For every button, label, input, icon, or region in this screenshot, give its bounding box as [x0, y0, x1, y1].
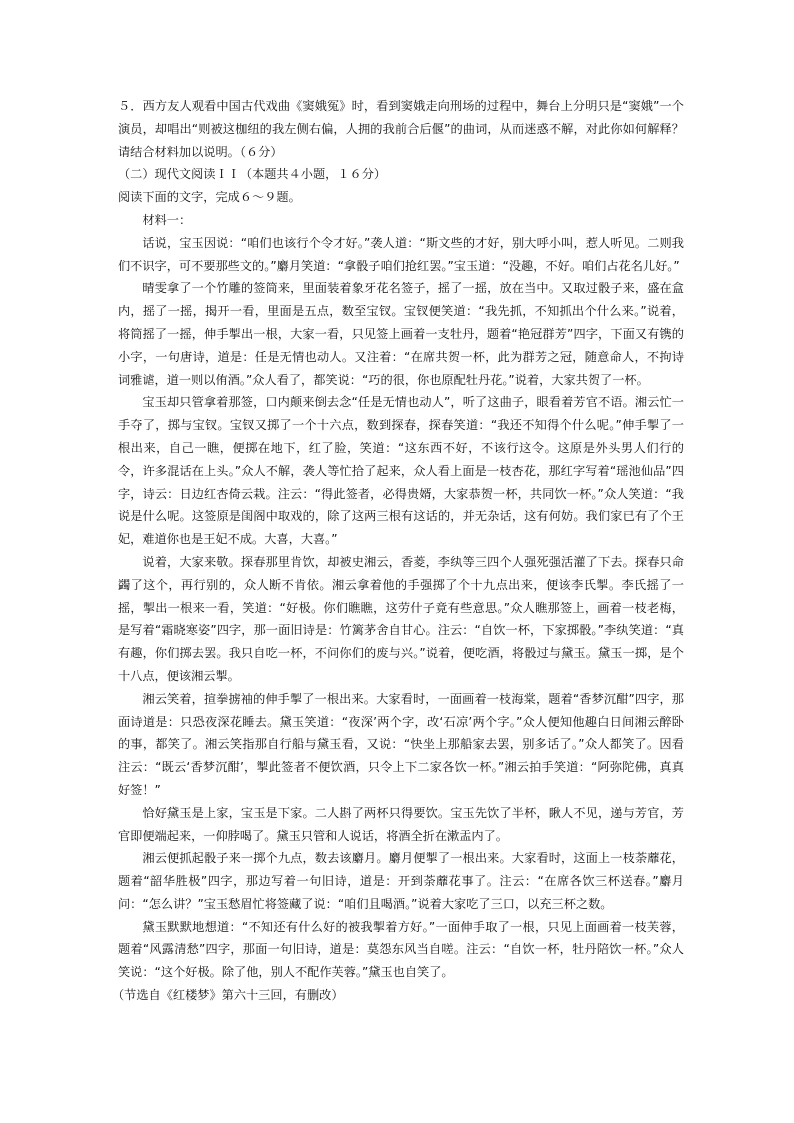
paragraph: 宝玉却只管拿着那签，口内颠来倒去念“任是无情也动人”，听了这曲子，眼看着芳官不语。湘云忙一手夺了，掷与宝钗。宝钗又掷了一个十六点，数到探春，探春笑道：“我还不知得个什么呢。”伸手掣了一根出来，自己一瞧，便掷在地下，红了脸，笑道：“这东西不好，不该行这令。这原是外头男人们行的令，许多混话在上头。”众人不解，袭人等忙拾了起来，众人看上面是一枝杏花，那红字写着“瑶池仙品”四字，诗云：日边红杏倚云栽。注云：“得此签者，必得贵婿，大家恭贺一杯，共同饮一杯。”众人笑道：“我说是什么呢。这签原是闺阁中取戏的，除了这两三根有这话的，并无杂话，这有何妨。我们家已有了个王妃，难道你也是王妃不成。大喜，大喜。”	[118, 395, 684, 547]
paragraph: 湘云笑着，揎拳掳袖的伸手掣了一根出来。大家看时，一面画着一枝海棠，题着“香梦沉酣”四字，那面诗道是：只恐夜深花睡去。黛玉笑道：“夜深’两个字，改‘石凉’两个字。”众人便知他趣白日间湘云醉卧的事，都笑了。湘云笑指那自行船与黛玉看，又说：“快坐上那船家去罢，别多话了。”众人都笑了。因看注云：“既云‘香梦沉酣’，掣此签者不便饮酒，只令上下二家各饮一杯。”湘云拍手笑道：“阿弥陀佛，真真好签！”	[118, 691, 684, 797]
source-note: （节选自《红楼梦》第六十三回，有删改）	[112, 988, 344, 1003]
paragraph: 晴雯拿了一个竹雕的签筒来，里面装着象牙花名签子，摇了一摇，放在当中。又取过骰子来，盛在盒内，摇了一摇，揭开一看，里面是五点，数至宝钗。宝钗便笑道：“我先抓，不知抓出个什么来。”说着，将筒摇了一摇，伸手掣出一根，大家一看，只见签上画着一支牡丹，题着“艳冠群芳”四字，下面又有镌的小字，一句唐诗，道是：任是无情也动人。又注着：“在席共贺一杯，此为群芳之冠，随意命人，不拘诗词雅谑，道一则以侑酒。”众人看了，都笑说：“巧的很，你也原配牡丹花。”说着，大家共贺了一杯。	[118, 281, 684, 387]
paragraph: 恰好黛玉是上家，宝玉是下家。二人斟了两杯只得要饮。宝玉先饮了半杯，瞅人不见，递与芳官，芳官即便端起来，一仰脖喝了。黛玉只管和人说话，将酒全折在漱盂内了。	[118, 805, 684, 843]
paragraph: 说着，大家来敬。探春那里肯饮，却被史湘云，香菱，李纨等三四个人强死强活灌了下去。探春只命蠲了这个，再行别的，众人断不肯依。湘云拿着他的手强掷了个十九点出来，便该李氏掣。李氏摇了一摇，掣出一根来一看，笑道：“好极。你们瞧瞧，这劳什子竟有些意思。”众人瞧那签上，画着一枝老梅，是写着“霜晓寒姿”四字，那一面旧诗是：竹篱茅舍自甘心。注云：“自饮一杯，下家掷骰。”李纨笑道：“真有趣，你们掷去罢。我只自吃一杯，不问你们的废与兴。”说着，便吃酒，将骰过与黛玉。黛玉一掷，是个十八点，便该湘云掣。	[118, 554, 684, 683]
section-header: （二）现代文阅读ＩＩ（本题共４小题，１６分）	[118, 167, 387, 182]
paragraph: 湘云便抓起骰子来一掷个九点，数去该麝月。麝月便掣了一根出来。大家看时，这面上一枝荼蘼花，题着“韶华胜极”四字，那边写着一句旧诗，道是：开到荼蘼花事了。注云：“在席各饮三杯送春。”麝月问：“怎么讲？”宝玉愁眉忙将签藏了说：“咱们且喝酒。”说着大家吃了三口，以充三杯之数。	[118, 851, 684, 911]
paragraph: 话说，宝玉因说：“咱们也该行个令才好。”袭人道：“斯文些的才好，别大呼小叫，惹人听见。二则我们不识字，可不要那些文的。”麝月笑道：“拿骰子咱们抢红罢。”宝玉道：“没趣，不好。咱们占花名儿好。”	[118, 235, 684, 273]
paragraph: 黛玉默默地想道：“不知还有什么好的被我掣着方好。”一面伸手取了一根，只见上面画着一枝芙蓉，题着“风露清愁”四字，那面一句旧诗，道是：莫怨东风当自嗟。注云：“自饮一杯，牡丹陪饮一杯。”众人笑说：“这个好极。除了他，别人不配作芙蓉。”黛玉也自笑了。	[118, 919, 684, 980]
reading-instruction: 阅读下面的文字，完成６～９题。	[118, 190, 301, 205]
document-page	[112, 95, 684, 1007]
material-label: 材料一：	[142, 212, 192, 227]
question-5: ５．西方友人观看中国古代戏曲《窦娥冤》时，看到窦娥走向刑场的过程中，舞台上分明只是“窦娥”一个演员，却唱出“则被这枷纽的我左侧右偏，人拥的我前合后偃”的曲词，从而迷惑不解，对此你如何解释？请结合材料加以说明。（６分）	[118, 99, 684, 159]
